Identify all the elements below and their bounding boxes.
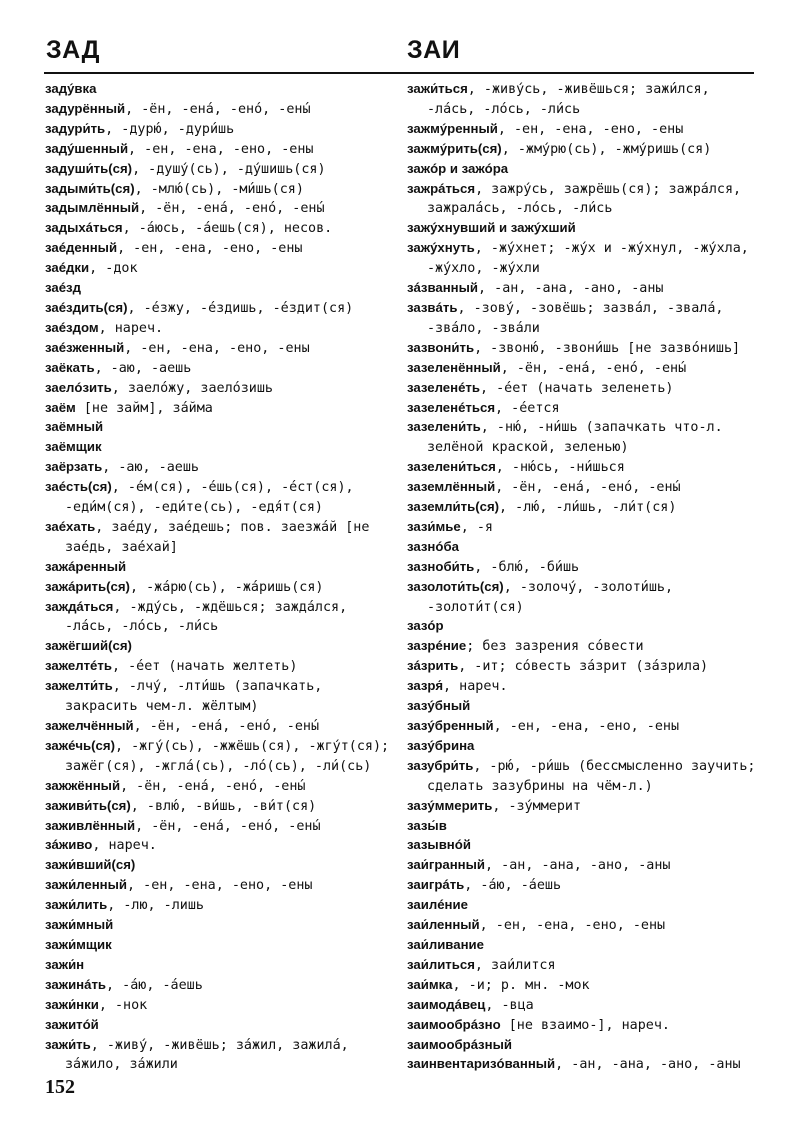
entry-headword: зазелени́ться xyxy=(407,459,496,475)
entry-forms: , -лчý, -лти́шь (запачкать, закрасить чем-л. жёлтым) xyxy=(65,679,323,715)
dictionary-entry xyxy=(407,578,757,618)
dictionary-entry xyxy=(45,817,390,837)
entry-headword: задуши́ть(ся) xyxy=(45,160,133,176)
dictionary-entry xyxy=(407,976,757,996)
entry-headword: заи́ленный xyxy=(407,917,480,933)
dictionary-entry xyxy=(45,379,390,399)
dictionary-entry xyxy=(45,319,390,339)
entry-headword: зажелти́ть xyxy=(45,678,113,694)
entry-headword: зажи́ленный xyxy=(45,877,128,893)
entry-forms: , нареч. xyxy=(443,679,508,695)
entry-forms: , -жмýрю(сь), -жмýришь(ся) xyxy=(501,141,712,157)
entry-headword: зазрéние xyxy=(407,638,467,654)
entry-forms: , -éется xyxy=(495,400,560,416)
left-column xyxy=(45,80,390,1075)
entry-forms: , -рю́, -ри́шь (бессмысленно заучить; сделать зазубрины на чём-л.) xyxy=(427,758,756,794)
entry-headword: заи́литься xyxy=(407,956,475,972)
entry-forms: , -ит; сóвесть зáзрит (зáзрила) xyxy=(458,659,709,675)
dictionary-entry xyxy=(45,956,390,976)
dictionary-entry xyxy=(407,399,757,419)
dictionary-entry xyxy=(407,856,757,876)
dictionary-entry xyxy=(45,339,390,359)
entry-forms: , -звоню́, -звони́шь [не зазвóнишь] xyxy=(474,340,741,356)
entry-headword: зажи́ться xyxy=(407,81,468,96)
entry-headword: зазóр xyxy=(407,618,444,634)
dictionary-entry xyxy=(45,936,390,956)
entry-headword: зази́мье xyxy=(407,518,461,534)
running-header-right: ЗАИ xyxy=(407,36,461,64)
dictionary-entry xyxy=(407,359,757,379)
entry-headword: задымлённый xyxy=(45,200,140,216)
dictionary-entry xyxy=(45,478,390,518)
entry-headword: зажи́мный xyxy=(45,917,114,933)
dictionary-entry xyxy=(407,677,757,697)
dictionary-entry xyxy=(45,976,390,996)
dictionary-entry xyxy=(407,916,757,936)
entry-headword: заи́мка xyxy=(407,976,453,992)
entry-headword: заживи́ть(ся) xyxy=(45,797,131,813)
entry-forms: , -аю, -аешь xyxy=(102,460,199,476)
dictionary-entry xyxy=(45,1036,390,1076)
dictionary-entry xyxy=(407,996,757,1016)
dictionary-entry xyxy=(407,717,757,737)
entry-headword: зажжённый xyxy=(45,777,121,793)
dictionary-entry xyxy=(45,259,390,279)
dictionary-entry xyxy=(45,279,390,299)
entry-headword: зазелени́ть xyxy=(407,419,481,435)
entry-headword: зажелчённый xyxy=(45,718,134,733)
entry-forms: , нареч. xyxy=(98,320,164,336)
entry-headword: заёмщик xyxy=(45,439,102,455)
entry-forms: , -ён, -енá, -енó, -ены́ xyxy=(139,201,325,217)
entry-headword: заéздом xyxy=(45,319,99,335)
dictionary-entry xyxy=(45,916,390,936)
dictionary-entry xyxy=(45,677,390,717)
dictionary-entry xyxy=(407,498,757,518)
running-header-left: ЗАД xyxy=(46,36,100,64)
dictionary-entry xyxy=(45,438,390,458)
entry-forms: , -ён, -енá, -енó, -ены́ xyxy=(500,360,687,376)
entry-headword: заёкать xyxy=(45,359,95,375)
entry-forms: , -живýсь, -живёшься; зажи́лся, -лáсь, -лóсь, -ли́сь xyxy=(427,82,710,117)
header-rule xyxy=(44,72,754,74)
entry-forms: , -ён, -енá, -енó, -ены́ xyxy=(133,719,320,734)
entry-forms: , -ен, -ена, -ено, -ены xyxy=(117,241,303,257)
entry-headword: зáзрить xyxy=(407,658,459,674)
entry-forms: , -влю́, -ви́шь, -ви́т(ся) xyxy=(130,798,317,814)
entry-headword: задыми́ть(ся) xyxy=(45,180,135,196)
dictionary-entry xyxy=(407,160,757,180)
entry-forms: , -зовý, -зовёшь; зазвáл, -звалá, -звáло, -звáли xyxy=(427,300,724,336)
entry-headword: зáзванный xyxy=(407,280,479,296)
dictionary-entry xyxy=(45,876,390,896)
dictionary-entry xyxy=(45,1016,390,1036)
dictionary-entry xyxy=(407,737,757,757)
entry-forms: , -ён, -енá, -енó, -ены́ xyxy=(495,480,681,496)
entry-forms: [не взаимо-], нареч. xyxy=(500,1017,670,1033)
entry-forms: , -ан, -ана, -ано, -аны xyxy=(485,858,671,874)
dictionary-entry xyxy=(45,777,390,797)
entry-forms: , -дурю́, -дури́шь xyxy=(105,121,235,137)
dictionary-entry xyxy=(407,299,757,339)
entry-forms: , -ню́, -ни́шь (запачкать что-л. зелёной краской, зеленью) xyxy=(427,420,723,456)
entry-headword: заи́ливание xyxy=(407,936,484,952)
entry-forms: , -ен, -ена, -ено, -ены xyxy=(127,878,313,894)
entry-forms: , -док xyxy=(89,261,138,277)
entry-headword: заземли́ть(ся) xyxy=(407,499,500,515)
entry-forms: , -ню́сь, -ни́шься xyxy=(495,460,625,476)
dictionary-entry xyxy=(45,558,390,578)
entry-headword: зажýхнуть xyxy=(407,240,475,256)
entry-forms: , -éзжу, -éздишь, -éздит(ся) xyxy=(127,300,354,316)
entry-forms: , -éм(ся), -éшь(ся), -éст(ся), -еди́м(ся), -еди́те(сь), -едя́т(ся) xyxy=(65,480,354,516)
dictionary-entry xyxy=(45,458,390,478)
entry-forms: , зажрýсь, зажрёшь(ся); зажрáлся, зажралáсь, -лóсь, -ли́сь xyxy=(427,181,742,217)
dictionary-entry xyxy=(45,797,390,817)
entry-headword: задурённый xyxy=(45,100,126,116)
right-column xyxy=(407,80,757,1075)
entry-headword: зажрáться xyxy=(407,180,476,196)
entry-forms: , -ен, -ена, -ено, -ены xyxy=(124,340,310,356)
entry-forms: , -ен, -ена, -ено, -ены xyxy=(497,121,684,137)
entry-forms: ; без зазрения сóвести xyxy=(466,639,644,655)
dictionary-entry xyxy=(407,279,757,299)
dictionary-entry xyxy=(45,100,390,120)
entry-headword: задýшенный xyxy=(45,140,129,156)
dictionary-entry xyxy=(407,956,757,976)
entry-forms: , -душý(сь), -дýшишь(ся) xyxy=(132,161,326,177)
entry-headword: зажáренный xyxy=(45,558,127,574)
entry-forms: , -я xyxy=(460,519,493,535)
entry-headword: заём xyxy=(45,399,76,415)
entry-forms: , -нок xyxy=(98,997,148,1013)
entry-headword: задýвка xyxy=(45,81,97,96)
entry-forms: [не займ], зáйма xyxy=(75,400,213,416)
entry-headword: зазря́ xyxy=(407,678,444,694)
entry-forms: , -лю, -лишь xyxy=(107,898,204,914)
entry-headword: заéсть(ся) xyxy=(45,479,112,495)
entry-headword: зазýммерить xyxy=(407,797,493,813)
dictionary-entry xyxy=(407,896,757,916)
entry-headword: заилéние xyxy=(407,897,468,913)
entry-forms: , -аю, -аешь xyxy=(94,360,192,376)
entry-headword: заигрáть xyxy=(407,877,465,893)
entry-forms: , -жýхнет; -жýх и -жýхнул, -жýхла, -жýхло, -жýхли xyxy=(427,241,749,277)
entry-headword: зазýбрина xyxy=(407,737,475,753)
entry-headword: зазнóба xyxy=(407,538,459,554)
entry-headword: зажитóй xyxy=(45,1016,99,1032)
entry-forms: , -лю́, -ли́шь, -ли́т(ся) xyxy=(499,500,677,516)
entry-headword: заимодáвец xyxy=(407,996,486,1012)
entry-headword: зазы́в xyxy=(407,817,447,833)
dictionary-entry xyxy=(407,637,757,657)
dictionary-entry xyxy=(45,856,390,876)
dictionary-entry xyxy=(407,140,757,160)
entry-forms: , -живý, -живёшь; зáжил, зажилá, зáжило, зáжили xyxy=(65,1037,349,1073)
entry-forms: , нареч. xyxy=(92,838,157,854)
dictionary-entry xyxy=(407,797,757,817)
entry-headword: зажи́мщик xyxy=(45,936,112,952)
entry-headword: зазеленéть xyxy=(407,379,480,395)
dictionary-entry xyxy=(407,1036,757,1056)
dictionary-entry xyxy=(45,896,390,916)
entry-headword: зазвони́ть xyxy=(407,339,475,355)
dictionary-entry xyxy=(407,817,757,837)
entry-forms: , -вца xyxy=(485,997,534,1013)
entry-forms: , заи́лится xyxy=(474,957,556,973)
entry-headword: зажи́н xyxy=(45,956,85,972)
entry-headword: зажéчь(ся) xyxy=(45,737,115,753)
entry-headword: зажи́ть xyxy=(45,1036,91,1052)
dictionary-entry xyxy=(45,996,390,1016)
dictionary-entry xyxy=(45,399,390,419)
entry-headword: заéденный xyxy=(45,240,118,256)
dictionary-entry xyxy=(407,657,757,677)
entry-forms: , заелóжу, заелóзишь xyxy=(111,380,273,396)
entry-forms: , -áю, -áешь xyxy=(106,977,203,993)
dictionary-entry xyxy=(407,478,757,498)
dictionary-entry xyxy=(407,80,757,120)
entry-forms: , -золочý, -золоти́шь, -золоти́т(ся) xyxy=(427,579,674,615)
entry-headword: заземлённый xyxy=(407,479,496,495)
entry-headword: зазывнóй xyxy=(407,837,471,853)
dictionary-entry xyxy=(407,1016,757,1036)
dictionary-entry xyxy=(45,657,390,677)
entry-headword: заимообрáзно xyxy=(407,1016,501,1032)
dictionary-entry xyxy=(407,518,757,538)
dictionary-entry xyxy=(45,160,390,180)
entry-forms: , -жгý(сь), -жжёшь(ся), -жгýт(ся); зажёг(ся), -жглá(сь), -лó(сь), -ли́(сь) xyxy=(65,738,390,774)
entry-headword: зажи́вший(ся) xyxy=(45,857,136,873)
entry-headword: зажи́лить xyxy=(45,897,108,913)
entry-headword: зажóр и зажóра xyxy=(407,160,509,176)
dictionary-entry xyxy=(407,558,757,578)
entry-headword: зазýбренный xyxy=(407,718,494,733)
entry-headword: зазолоти́ть(ся) xyxy=(407,578,504,594)
dictionary-entry xyxy=(45,80,390,100)
entry-headword: заживлённый xyxy=(45,817,136,833)
entry-headword: заждáться xyxy=(45,598,114,614)
entry-headword: зажёгший(ся) xyxy=(45,638,132,654)
entry-forms: , -ён, -енá, -енó, -ены́ xyxy=(120,778,306,794)
dictionary-entry xyxy=(45,120,390,140)
dictionary-entry xyxy=(45,418,390,438)
dictionary-entry xyxy=(407,339,757,359)
dictionary-entry xyxy=(45,199,390,219)
dictionary-entry xyxy=(407,239,757,279)
dictionary-entry xyxy=(45,717,390,737)
dictionary-entry xyxy=(45,140,390,160)
dictionary-entry xyxy=(407,379,757,399)
entry-forms: , -ен, -ена, -ено, -ены xyxy=(479,918,666,934)
entry-forms: , -ан, -ана, -ано, -аны xyxy=(478,281,664,297)
entry-forms: , -зýммерит xyxy=(492,798,582,814)
dictionary-entry xyxy=(407,876,757,896)
entry-forms: , -ждýсь, -ждёшься; заждáлся, -лáсь, -лóсь, -ли́сь xyxy=(65,599,348,635)
entry-headword: заéзженный xyxy=(45,339,125,355)
dictionary-entry xyxy=(407,836,757,856)
dictionary-entry xyxy=(407,458,757,478)
entry-headword: зажмýрить(ся) xyxy=(407,140,502,156)
dictionary-entry xyxy=(407,936,757,956)
entry-headword: зазвáть xyxy=(407,299,458,315)
dictionary-entry xyxy=(45,598,390,638)
dictionary-entry xyxy=(45,219,390,239)
dictionary-entry xyxy=(407,418,757,458)
entry-headword: заéздить(ся) xyxy=(45,299,128,315)
entry-headword: зажмýренный xyxy=(407,120,498,136)
dictionary-entry xyxy=(45,578,390,598)
dictionary-entry xyxy=(407,180,757,220)
entry-forms: , -жáрю(сь), -жáришь(ся) xyxy=(129,579,324,595)
dictionary-entry xyxy=(45,518,390,558)
dictionary-entry xyxy=(45,299,390,319)
entry-forms: , -áюсь, -áешь(ся), несов. xyxy=(122,221,333,237)
entry-headword: зажинáть xyxy=(45,976,107,992)
entry-headword: заёмный xyxy=(45,419,104,435)
entry-forms: , -млю́(сь), -ми́шь(ся) xyxy=(134,181,304,197)
entry-headword: зажáрить(ся) xyxy=(45,578,130,594)
entry-forms: , -и; р. мн. -мок xyxy=(452,977,590,993)
page-number: 152 xyxy=(45,1076,75,1098)
entry-forms: , -ен, -ена, -ено, -ены xyxy=(128,141,314,157)
entry-headword: заéзд xyxy=(45,280,81,296)
entry-headword: задури́ть xyxy=(45,120,106,136)
entry-forms: , -éет (начать желтеть) xyxy=(111,659,298,675)
entry-headword: заёрзать xyxy=(45,459,103,475)
entry-headword: заинвентаризóванный xyxy=(407,1056,556,1072)
entry-forms: , -áю, -áешь xyxy=(464,878,562,894)
dictionary-entry xyxy=(407,120,757,140)
entry-headword: задыхáться xyxy=(45,220,123,236)
dictionary-entry xyxy=(45,180,390,200)
dictionary-entry xyxy=(45,737,390,777)
entry-forms: , -ён, -енá, -енó, -ены́ xyxy=(125,101,311,117)
entry-headword: зажýхнувший и зажýхший xyxy=(407,220,576,236)
entry-forms: , -ен, -ена, -ено, -ены xyxy=(493,719,680,734)
entry-headword: заéдки xyxy=(45,260,90,276)
dictionary-entry xyxy=(407,219,757,239)
entry-headword: заимообрáзный xyxy=(407,1036,512,1052)
entry-headword: зазеленéться xyxy=(407,399,496,415)
dictionary-entry xyxy=(45,239,390,259)
dictionary-entry xyxy=(45,359,390,379)
entry-headword: заи́гранный xyxy=(407,857,486,873)
dictionary-entry xyxy=(407,697,757,717)
entry-headword: зазýбный xyxy=(407,698,471,714)
entry-forms: , заéду, заéдешь; пов. заезжáй [не заéдь, заéхай] xyxy=(65,519,370,555)
dictionary-entry xyxy=(45,637,390,657)
entry-headword: зазноби́ть xyxy=(407,558,475,574)
entry-forms: , -блю́, -би́шь xyxy=(474,559,580,575)
dictionary-entry xyxy=(407,538,757,558)
entry-headword: зазубри́ть xyxy=(407,757,474,773)
entry-headword: заелóзить xyxy=(45,379,112,395)
entry-forms: , -ан, -ана, -ано, -аны xyxy=(555,1057,741,1073)
entry-headword: зажелтéть xyxy=(45,658,112,674)
entry-headword: зáживо xyxy=(45,837,93,853)
entry-forms: , -ён, -енá, -енó, -ены́ xyxy=(135,818,321,834)
dictionary-entry xyxy=(45,836,390,856)
entry-forms: , -éет (начать зеленеть) xyxy=(480,380,674,396)
dictionary-entry xyxy=(407,1055,757,1075)
dictionary-entry xyxy=(407,757,757,797)
entry-headword: заéхать xyxy=(45,518,96,534)
entry-headword: зажи́нки xyxy=(45,996,99,1012)
dictionary-entry xyxy=(407,617,757,637)
entry-headword: зазеленённый xyxy=(407,359,501,375)
